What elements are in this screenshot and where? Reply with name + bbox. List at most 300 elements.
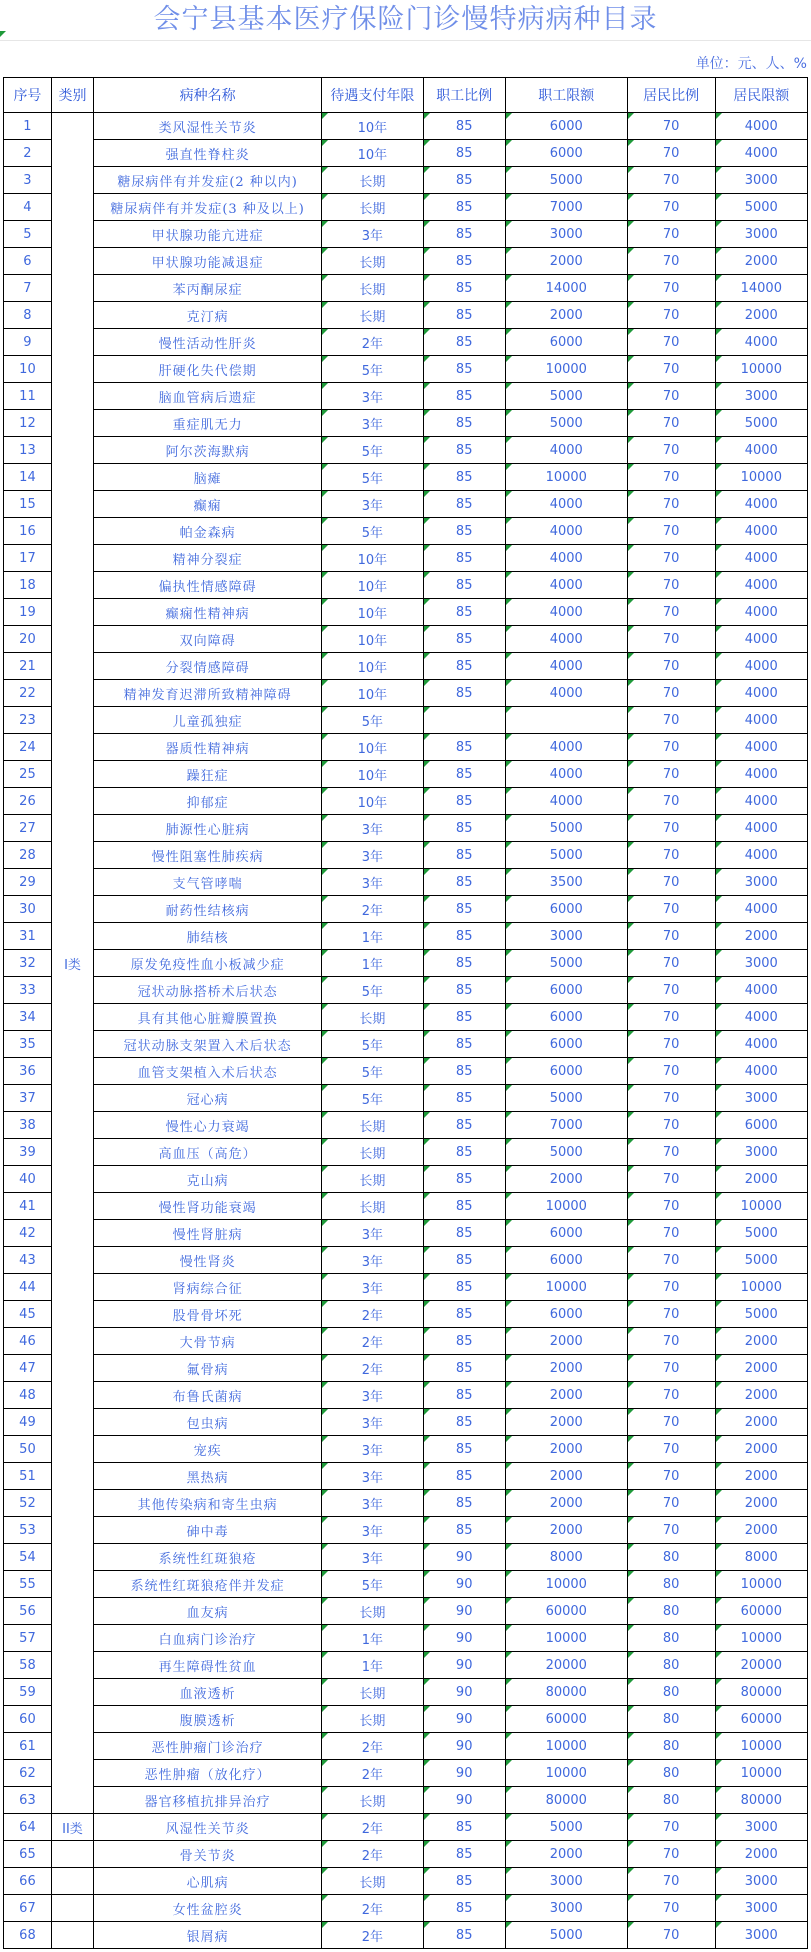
disease-name[interactable]: 系统性红斑狼疮伴并发症 [94,1571,322,1598]
disease-name[interactable]: 原发免疫性血小板减少症 [94,950,322,977]
resident-limit[interactable]: 3000 [715,1895,807,1922]
row-index[interactable]: 14 [4,464,52,491]
employee-ratio[interactable]: 85 [423,1868,505,1895]
row-index[interactable]: 35 [4,1031,52,1058]
payment-term[interactable]: 3年 [322,1490,423,1517]
resident-limit[interactable]: 2000 [715,1463,807,1490]
employee-limit[interactable]: 6000 [505,1301,627,1328]
payment-term[interactable]: 10年 [322,653,423,680]
payment-term[interactable]: 3年 [322,1382,423,1409]
row-index[interactable]: 32 [4,950,52,977]
payment-term[interactable]: 1年 [322,923,423,950]
resident-limit[interactable]: 3000 [715,950,807,977]
resident-limit[interactable]: 5000 [715,1301,807,1328]
employee-limit[interactable]: 6000 [505,1004,627,1031]
row-index[interactable]: 64 [4,1814,52,1841]
resident-limit[interactable]: 5000 [715,1247,807,1274]
disease-name[interactable]: 腹膜透析 [94,1706,322,1733]
row-index[interactable]: 50 [4,1436,52,1463]
payment-term[interactable]: 3年 [322,1463,423,1490]
resident-ratio[interactable]: 70 [627,1328,715,1355]
resident-ratio[interactable]: 80 [627,1652,715,1679]
resident-limit[interactable]: 4000 [715,896,807,923]
resident-ratio[interactable]: 70 [627,1058,715,1085]
disease-name[interactable]: 支气管哮喘 [94,869,322,896]
employee-limit[interactable]: 60000 [505,1598,627,1625]
row-index[interactable]: 40 [4,1166,52,1193]
employee-limit[interactable]: 3000 [505,1895,627,1922]
payment-term[interactable]: 3年 [322,410,423,437]
employee-ratio[interactable]: 85 [423,1274,505,1301]
row-index[interactable]: 1 [4,113,52,140]
payment-term[interactable]: 5年 [322,1085,423,1112]
employee-ratio[interactable]: 85 [423,518,505,545]
payment-term[interactable]: 3年 [322,815,423,842]
disease-name[interactable]: 抑郁症 [94,788,322,815]
payment-term[interactable]: 2年 [322,1328,423,1355]
employee-ratio[interactable]: 85 [423,815,505,842]
employee-limit[interactable]: 5000 [505,950,627,977]
row-index[interactable]: 57 [4,1625,52,1652]
employee-ratio[interactable]: 85 [423,1490,505,1517]
employee-limit[interactable]: 10000 [505,1760,627,1787]
employee-limit[interactable]: 3000 [505,923,627,950]
disease-name[interactable]: 苯丙酮尿症 [94,275,322,302]
payment-term[interactable]: 长期 [322,1193,423,1220]
employee-limit[interactable]: 10000 [505,1625,627,1652]
resident-ratio[interactable]: 70 [627,248,715,275]
resident-limit[interactable]: 4000 [715,329,807,356]
disease-name[interactable]: 白血病门诊治疗 [94,1625,322,1652]
resident-limit[interactable]: 10000 [715,1733,807,1760]
employee-limit[interactable]: 4000 [505,491,627,518]
row-index[interactable]: 51 [4,1463,52,1490]
disease-name[interactable]: 包虫病 [94,1409,322,1436]
resident-ratio[interactable]: 70 [627,707,715,734]
employee-ratio[interactable]: 85 [423,1922,505,1949]
payment-term[interactable]: 2年 [322,896,423,923]
resident-limit[interactable]: 2000 [715,1355,807,1382]
resident-limit[interactable]: 4000 [715,545,807,572]
resident-limit[interactable]: 4000 [715,815,807,842]
employee-ratio[interactable]: 85 [423,1301,505,1328]
resident-ratio[interactable]: 70 [627,113,715,140]
row-index[interactable]: 41 [4,1193,52,1220]
employee-limit[interactable]: 2000 [505,248,627,275]
resident-ratio[interactable]: 70 [627,626,715,653]
resident-ratio[interactable]: 70 [627,410,715,437]
header-resident-limit[interactable]: 居民限额 [715,78,807,113]
row-index[interactable]: 18 [4,572,52,599]
employee-limit[interactable]: 5000 [505,383,627,410]
disease-name[interactable]: 股骨骨坏死 [94,1301,322,1328]
resident-ratio[interactable]: 70 [627,383,715,410]
employee-ratio[interactable]: 90 [423,1787,505,1814]
payment-term[interactable]: 长期 [322,167,423,194]
employee-ratio[interactable]: 85 [423,761,505,788]
row-index[interactable]: 23 [4,707,52,734]
disease-name[interactable]: 耐药性结核病 [94,896,322,923]
employee-limit[interactable]: 3000 [505,221,627,248]
employee-ratio[interactable]: 90 [423,1625,505,1652]
employee-ratio[interactable]: 85 [423,1814,505,1841]
resident-ratio[interactable]: 70 [627,1382,715,1409]
resident-ratio[interactable]: 70 [627,653,715,680]
row-index[interactable]: 25 [4,761,52,788]
employee-ratio[interactable]: 85 [423,1193,505,1220]
resident-limit[interactable]: 20000 [715,1652,807,1679]
payment-term[interactable]: 10年 [322,599,423,626]
row-index[interactable]: 49 [4,1409,52,1436]
disease-name[interactable]: 冠状动脉搭桥术后状态 [94,977,322,1004]
resident-limit[interactable]: 6000 [715,1112,807,1139]
resident-ratio[interactable]: 70 [627,1112,715,1139]
row-index[interactable]: 7 [4,275,52,302]
disease-name[interactable]: 银屑病 [94,1922,322,1949]
employee-ratio[interactable]: 85 [423,626,505,653]
resident-limit[interactable]: 10000 [715,1571,807,1598]
row-index[interactable]: 42 [4,1220,52,1247]
resident-ratio[interactable]: 70 [627,572,715,599]
resident-limit[interactable]: 4000 [715,977,807,1004]
payment-term[interactable]: 10年 [322,788,423,815]
disease-name[interactable]: 冠心病 [94,1085,322,1112]
resident-ratio[interactable]: 70 [627,788,715,815]
resident-ratio[interactable]: 80 [627,1787,715,1814]
disease-name[interactable]: 高血压（高危） [94,1139,322,1166]
resident-limit[interactable]: 2000 [715,1436,807,1463]
row-index[interactable]: 55 [4,1571,52,1598]
resident-ratio[interactable]: 70 [627,1004,715,1031]
employee-limit[interactable]: 8000 [505,1544,627,1571]
row-index[interactable]: 11 [4,383,52,410]
resident-limit[interactable]: 2000 [715,1409,807,1436]
resident-ratio[interactable]: 70 [627,1274,715,1301]
employee-ratio[interactable]: 85 [423,653,505,680]
employee-ratio[interactable]: 85 [423,977,505,1004]
row-index[interactable]: 37 [4,1085,52,1112]
employee-limit[interactable]: 3500 [505,869,627,896]
employee-limit[interactable]: 3000 [505,1868,627,1895]
row-index[interactable]: 53 [4,1517,52,1544]
resident-ratio[interactable]: 70 [627,977,715,1004]
employee-limit[interactable]: 4000 [505,680,627,707]
payment-term[interactable]: 3年 [322,1409,423,1436]
payment-term[interactable]: 3年 [322,1247,423,1274]
employee-limit[interactable]: 6000 [505,1058,627,1085]
disease-name[interactable]: 器官移植抗排异治疗 [94,1787,322,1814]
employee-limit[interactable]: 5000 [505,1814,627,1841]
resident-ratio[interactable]: 70 [627,923,715,950]
resident-ratio[interactable]: 70 [627,1301,715,1328]
row-index[interactable]: 16 [4,518,52,545]
header-disease-name[interactable]: 病种名称 [94,78,322,113]
payment-term[interactable]: 5年 [322,1571,423,1598]
employee-ratio[interactable]: 85 [423,302,505,329]
header-resident-ratio[interactable]: 居民比例 [627,78,715,113]
payment-term[interactable]: 3年 [322,1274,423,1301]
resident-ratio[interactable]: 70 [627,1139,715,1166]
payment-term[interactable]: 2年 [322,1814,423,1841]
resident-ratio[interactable]: 70 [627,842,715,869]
resident-limit[interactable]: 4000 [715,707,807,734]
employee-ratio[interactable]: 85 [423,545,505,572]
disease-name[interactable]: 具有其他心脏瓣膜置换 [94,1004,322,1031]
resident-limit[interactable]: 4000 [715,788,807,815]
employee-ratio[interactable]: 90 [423,1652,505,1679]
payment-term[interactable]: 1年 [322,1652,423,1679]
resident-ratio[interactable]: 70 [627,1841,715,1868]
resident-ratio[interactable]: 70 [627,896,715,923]
employee-ratio[interactable]: 85 [423,167,505,194]
resident-limit[interactable]: 4000 [715,140,807,167]
employee-limit[interactable]: 6000 [505,329,627,356]
employee-ratio[interactable]: 85 [423,842,505,869]
resident-limit[interactable]: 3000 [715,167,807,194]
payment-term[interactable]: 长期 [322,1868,423,1895]
resident-ratio[interactable]: 70 [627,140,715,167]
payment-term[interactable]: 3年 [322,383,423,410]
resident-ratio[interactable]: 80 [627,1760,715,1787]
resident-limit[interactable]: 3000 [715,1868,807,1895]
row-index[interactable]: 44 [4,1274,52,1301]
resident-limit[interactable]: 4000 [715,572,807,599]
disease-name[interactable]: 偏执性情感障碍 [94,572,322,599]
resident-ratio[interactable]: 80 [627,1544,715,1571]
payment-term[interactable]: 10年 [322,545,423,572]
resident-ratio[interactable]: 80 [627,1625,715,1652]
payment-term[interactable]: 2年 [322,1841,423,1868]
row-index[interactable]: 56 [4,1598,52,1625]
payment-term[interactable]: 长期 [322,1679,423,1706]
resident-limit[interactable]: 10000 [715,1625,807,1652]
disease-name[interactable]: 精神发育迟滞所致精神障碍 [94,680,322,707]
payment-term[interactable]: 长期 [322,194,423,221]
resident-ratio[interactable]: 70 [627,302,715,329]
disease-name[interactable]: 精神分裂症 [94,545,322,572]
employee-ratio[interactable]: 85 [423,437,505,464]
resident-ratio[interactable]: 70 [627,1166,715,1193]
resident-ratio[interactable]: 70 [627,275,715,302]
header-employee-limit[interactable]: 职工限额 [505,78,627,113]
payment-term[interactable]: 3年 [322,1436,423,1463]
employee-ratio[interactable]: 85 [423,869,505,896]
row-index[interactable]: 54 [4,1544,52,1571]
header-index[interactable]: 序号 [4,78,52,113]
employee-ratio[interactable]: 85 [423,491,505,518]
resident-ratio[interactable]: 70 [627,1922,715,1949]
payment-term[interactable]: 1年 [322,1625,423,1652]
payment-term[interactable]: 长期 [322,1787,423,1814]
row-index[interactable]: 38 [4,1112,52,1139]
payment-term[interactable]: 1年 [322,950,423,977]
disease-name[interactable]: 类风湿性关节炎 [94,113,322,140]
resident-ratio[interactable]: 70 [627,1247,715,1274]
employee-limit[interactable]: 2000 [505,1490,627,1517]
employee-limit[interactable]: 2000 [505,1166,627,1193]
employee-limit[interactable]: 80000 [505,1679,627,1706]
resident-ratio[interactable]: 70 [627,1895,715,1922]
employee-ratio[interactable]: 85 [423,950,505,977]
resident-limit[interactable]: 3000 [715,383,807,410]
resident-ratio[interactable]: 80 [627,1598,715,1625]
header-employee-ratio[interactable]: 职工比例 [423,78,505,113]
resident-ratio[interactable]: 80 [627,1571,715,1598]
employee-limit[interactable]: 6000 [505,113,627,140]
row-index[interactable]: 12 [4,410,52,437]
employee-limit[interactable]: 20000 [505,1652,627,1679]
employee-limit[interactable]: 4000 [505,653,627,680]
resident-limit[interactable]: 2000 [715,1490,807,1517]
employee-ratio[interactable]: 90 [423,1733,505,1760]
employee-ratio[interactable] [423,707,505,734]
disease-name[interactable]: 器质性精神病 [94,734,322,761]
row-index[interactable]: 62 [4,1760,52,1787]
row-index[interactable]: 28 [4,842,52,869]
header-payment-term[interactable]: 待遇支付年限 [322,78,423,113]
employee-ratio[interactable]: 85 [423,329,505,356]
row-index[interactable]: 17 [4,545,52,572]
row-index[interactable]: 9 [4,329,52,356]
employee-ratio[interactable]: 85 [423,680,505,707]
payment-term[interactable]: 5年 [322,518,423,545]
resident-ratio[interactable]: 70 [627,1436,715,1463]
disease-name[interactable]: 肝硬化失代偿期 [94,356,322,383]
disease-name[interactable]: 甲状腺功能减退症 [94,248,322,275]
row-index[interactable]: 67 [4,1895,52,1922]
payment-term[interactable]: 5年 [322,977,423,1004]
resident-limit[interactable]: 2000 [715,1841,807,1868]
payment-term[interactable]: 长期 [322,1004,423,1031]
payment-term[interactable]: 3年 [322,842,423,869]
row-index[interactable]: 46 [4,1328,52,1355]
resident-limit[interactable]: 3000 [715,869,807,896]
employee-limit[interactable]: 4000 [505,626,627,653]
employee-limit[interactable]: 5000 [505,842,627,869]
employee-limit[interactable]: 4000 [505,437,627,464]
row-index[interactable]: 4 [4,194,52,221]
payment-term[interactable]: 10年 [322,140,423,167]
employee-ratio[interactable]: 85 [423,1436,505,1463]
employee-limit[interactable]: 6000 [505,1247,627,1274]
row-index[interactable]: 8 [4,302,52,329]
resident-limit[interactable]: 2000 [715,248,807,275]
disease-name[interactable]: 肺结核 [94,923,322,950]
payment-term[interactable]: 2年 [322,1301,423,1328]
resident-ratio[interactable]: 70 [627,464,715,491]
resident-limit[interactable]: 80000 [715,1679,807,1706]
payment-term[interactable]: 长期 [322,1112,423,1139]
resident-limit[interactable]: 3000 [715,221,807,248]
employee-limit[interactable]: 2000 [505,1355,627,1382]
disease-name[interactable]: 慢性活动性肝炎 [94,329,322,356]
disease-name[interactable]: 氟骨病 [94,1355,322,1382]
payment-term[interactable]: 2年 [322,1895,423,1922]
payment-term[interactable]: 3年 [322,221,423,248]
category-cell[interactable] [51,1841,93,1868]
payment-term[interactable]: 10年 [322,734,423,761]
resident-ratio[interactable]: 70 [627,545,715,572]
resident-ratio[interactable]: 70 [627,761,715,788]
employee-limit[interactable]: 2000 [505,1463,627,1490]
resident-limit[interactable]: 2000 [715,1382,807,1409]
disease-name[interactable]: 其他传染病和寄生虫病 [94,1490,322,1517]
employee-limit[interactable]: 5000 [505,1922,627,1949]
row-index[interactable]: 63 [4,1787,52,1814]
payment-term[interactable]: 2年 [322,1760,423,1787]
payment-term[interactable]: 3年 [322,1517,423,1544]
employee-limit[interactable]: 5000 [505,815,627,842]
disease-name[interactable]: 慢性肾功能衰竭 [94,1193,322,1220]
row-index[interactable]: 21 [4,653,52,680]
employee-limit[interactable]: 6000 [505,140,627,167]
disease-name[interactable]: 双向障碍 [94,626,322,653]
employee-limit[interactable]: 4000 [505,545,627,572]
resident-limit[interactable]: 10000 [715,1193,807,1220]
row-index[interactable]: 68 [4,1922,52,1949]
resident-ratio[interactable]: 70 [627,518,715,545]
employee-limit[interactable]: 2000 [505,1409,627,1436]
row-index[interactable]: 5 [4,221,52,248]
disease-name[interactable]: 癫痫性精神病 [94,599,322,626]
employee-ratio[interactable]: 85 [423,383,505,410]
employee-limit[interactable]: 6000 [505,1031,627,1058]
row-index[interactable]: 13 [4,437,52,464]
row-index[interactable]: 45 [4,1301,52,1328]
disease-name[interactable]: 肾病综合征 [94,1274,322,1301]
resident-ratio[interactable]: 70 [627,815,715,842]
resident-limit[interactable]: 2000 [715,1328,807,1355]
payment-term[interactable]: 5年 [322,356,423,383]
employee-ratio[interactable]: 85 [423,1004,505,1031]
employee-ratio[interactable]: 85 [423,275,505,302]
disease-name[interactable]: 大骨节病 [94,1328,322,1355]
resident-ratio[interactable]: 70 [627,491,715,518]
disease-name[interactable]: 风湿性关节炎 [94,1814,322,1841]
disease-name[interactable]: 躁狂症 [94,761,322,788]
row-index[interactable]: 22 [4,680,52,707]
resident-limit[interactable]: 4000 [715,1031,807,1058]
disease-name[interactable]: 脑瘫 [94,464,322,491]
row-index[interactable]: 47 [4,1355,52,1382]
payment-term[interactable]: 长期 [322,1139,423,1166]
row-index[interactable]: 39 [4,1139,52,1166]
disease-name[interactable]: 血友病 [94,1598,322,1625]
employee-ratio[interactable]: 85 [423,788,505,815]
disease-name[interactable]: 黑热病 [94,1463,322,1490]
employee-limit[interactable]: 6000 [505,977,627,1004]
resident-limit[interactable]: 4000 [715,761,807,788]
employee-ratio[interactable]: 85 [423,734,505,761]
disease-name[interactable]: 恶性肿瘤（放化疗） [94,1760,322,1787]
resident-limit[interactable]: 80000 [715,1787,807,1814]
disease-name[interactable]: 女性盆腔炎 [94,1895,322,1922]
payment-term[interactable]: 3年 [322,1544,423,1571]
row-index[interactable]: 33 [4,977,52,1004]
employee-ratio[interactable]: 85 [423,1328,505,1355]
resident-ratio[interactable]: 70 [627,869,715,896]
row-index[interactable]: 19 [4,599,52,626]
resident-limit[interactable]: 4000 [715,842,807,869]
employee-limit[interactable]: 7000 [505,1112,627,1139]
disease-name[interactable]: 宠疾 [94,1436,322,1463]
row-index[interactable]: 30 [4,896,52,923]
employee-limit[interactable]: 5000 [505,1139,627,1166]
resident-ratio[interactable]: 70 [627,167,715,194]
resident-limit[interactable]: 4000 [715,491,807,518]
resident-limit[interactable]: 10000 [715,464,807,491]
employee-ratio[interactable]: 85 [423,1112,505,1139]
